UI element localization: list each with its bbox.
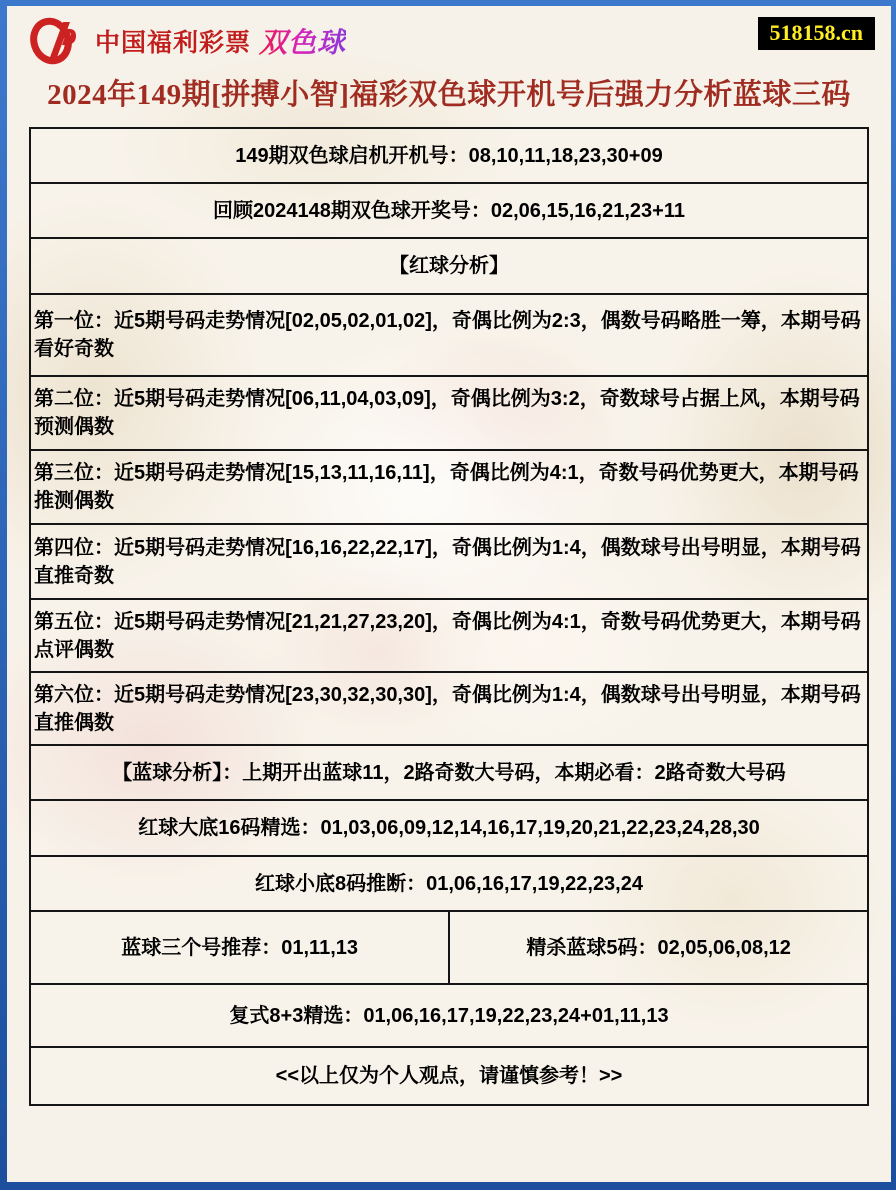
table-row-position-5: 第五位：近5期号码走势情况[21,21,27,23,20]，奇偶比例为4:1，奇数号码优势更大，本期号码点评偶数 <box>31 600 867 673</box>
table-row-position-1: 第一位：近5期号码走势情况[02,05,02,01,02]，奇偶比例为2:3，偶数号码略胜一筹，本期号码看好奇数 <box>31 295 867 377</box>
table-row-position-2: 第二位：近5期号码走势情况[06,11,04,03,09]，奇偶比例为3:2，奇数球号占据上风，本期号码预测偶数 <box>31 377 867 451</box>
table-row-position-3: 第三位：近5期号码走势情况[15,13,11,16,11]，奇偶比例为4:1，奇数号码优势更大，本期号码推测偶数 <box>31 451 867 525</box>
page-title: 2024年149期[拼搏小智]福彩双色球开机号后强力分析蓝球三码 <box>47 79 851 111</box>
page-background <box>7 6 891 1182</box>
brand-product-name: 双色球 <box>259 21 346 61</box>
table-row-disclaimer: <<以上仅为个人观点，请谨慎参考！>> <box>275 1065 623 1087</box>
china-welfare-lottery-logo-icon <box>29 16 87 66</box>
table-row-blue-picks <box>31 912 867 985</box>
blue-three-recommend-cell: 蓝球三个号推荐：01,11,13 <box>31 912 450 983</box>
table-row-position-6: 第六位：近5期号码走势情况[23,30,32,30,30]，奇偶比例为1:4，偶数球号出号明显，本期号码直推偶数 <box>31 673 867 746</box>
table-row-last-draw: 回顾2024148期双色球开奖号：02,06,15,16,21,23+11 <box>31 184 867 239</box>
table-row-blue-analysis: 【蓝球分析】：上期开出蓝球11，2路奇数大号码，本期必看：2路奇数大号码 <box>31 746 867 801</box>
header <box>7 6 891 68</box>
table-row-position-4: 第四位：近5期号码走势情况[16,16,22,22,17]，奇偶比例为1:4，偶数球号出号明显，本期号码直推奇数 <box>31 525 867 600</box>
table-row-red-8-picks: 红球小底8码推断：01,06,16,17,19,22,23,24 <box>31 857 867 912</box>
table-row-red-analysis-header: 【红球分析】 <box>31 239 867 295</box>
blue-kill-five-cell: 精杀蓝球5码：02,05,06,08,12 <box>526 936 791 959</box>
table-row-complex-picks: 复式8+3精选：01,06,16,17,19,22,23,24+01,11,13 <box>31 985 867 1048</box>
table-row-red-16-picks: 红球大底16码精选：01,03,06,09,12,14,16,17,19,20,21,22,23,24,28,30 <box>31 801 867 857</box>
analysis-table <box>29 127 869 1106</box>
table-row-kaiji-number: 149期双色球启机开机号：08,10,11,18,23,30+09 <box>31 129 867 184</box>
site-url-badge: 518158.cn <box>758 17 876 50</box>
brand-name: 中国福利彩票 <box>95 29 252 57</box>
